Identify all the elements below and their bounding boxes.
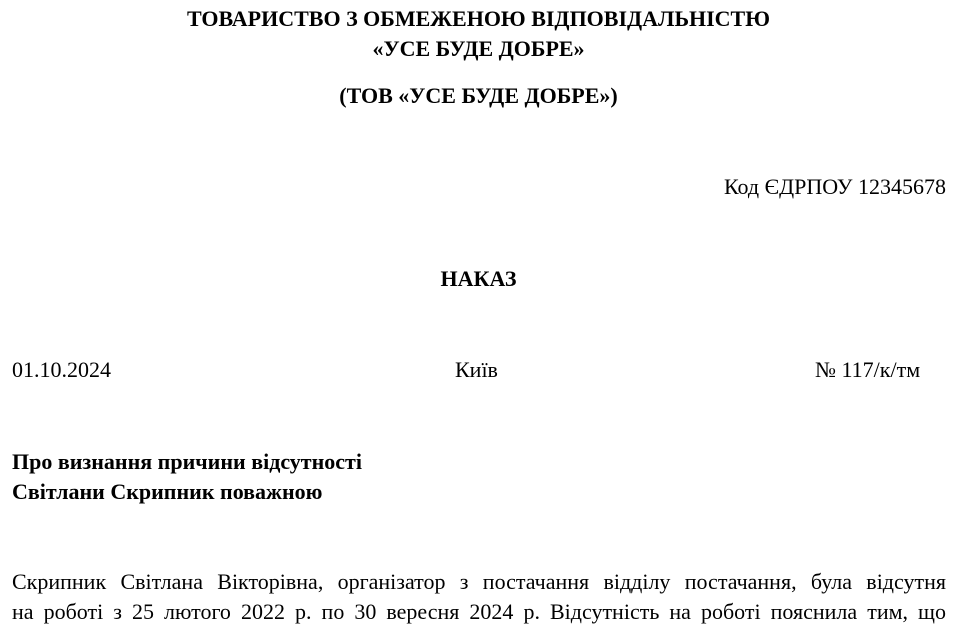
order-subject-line-2: Світлани Скрипник поважною <box>12 479 323 504</box>
organization-short-name: (ТОВ «УСЕ БУДЕ ДОБРЕ») <box>339 83 618 108</box>
order-body-line-2: на роботі з 25 лютого 2022 р. по 30 вересня 2024 р. Відсутність на роботі пояснила тим, що <box>12 599 946 624</box>
order-subject-line-1: Про визнання причини відсутності <box>12 449 362 474</box>
document-title: НАКАЗ <box>440 266 517 291</box>
edrpou-code: Код ЄДРПОУ 12345678 <box>723 174 946 199</box>
order-body <box>12 567 946 627</box>
organization-name-line-2: «УСЕ БУДЕ ДОБРЕ» <box>372 36 585 61</box>
order-number: № 117/к/тм <box>815 357 921 382</box>
order-date: 01.10.2024 <box>12 357 111 382</box>
order-body-line-1: Скрипник Світлана Вікторівна, організатор з постачання відділу постачання, була відсутня <box>12 569 946 594</box>
order-city: Київ <box>455 357 498 382</box>
organization-name-line-1: ТОВАРИСТВО З ОБМЕЖЕНОЮ ВІДПОВІДАЛЬНІСТЮ <box>187 6 770 31</box>
